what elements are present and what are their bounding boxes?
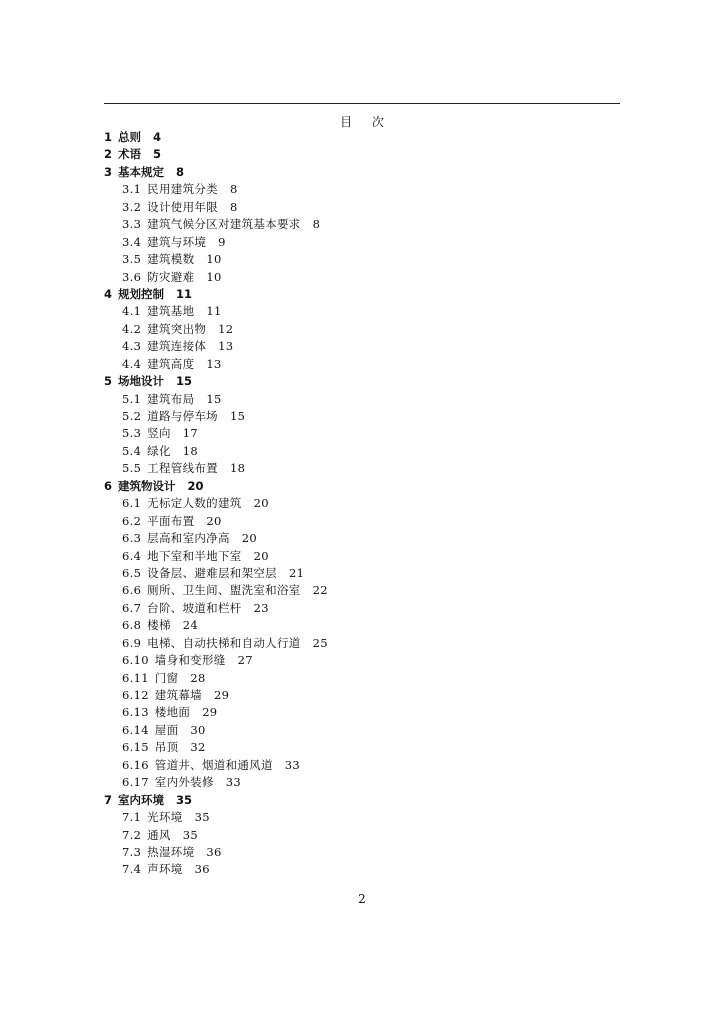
toc-chapter-entry [104, 129, 624, 146]
toc-entry-title: 通风 [147, 827, 171, 842]
toc-section-entry [104, 408, 624, 425]
toc-entry-title: 建筑模数 [147, 252, 195, 267]
toc-entry-number: 6.3 [122, 531, 142, 546]
page-number: 2 [358, 892, 366, 906]
toc-section-entry [104, 600, 624, 617]
toc-section-entry [104, 652, 624, 669]
toc-entry-title: 无标定人数的建筑 [147, 496, 242, 511]
toc-entry-number: 6.4 [122, 548, 142, 563]
toc-entry-page: 24 [182, 618, 199, 633]
toc-entry-number: 3.6 [122, 269, 142, 284]
toc-section-entry [104, 338, 624, 355]
toc-entry-page: 8 [312, 217, 321, 232]
toc-entry-page: 8 [229, 182, 238, 197]
toc-section-entry [104, 303, 624, 320]
toc-section-entry [104, 844, 624, 861]
toc-section-entry [104, 251, 624, 268]
toc-entry-title: 建筑幕墙 [154, 688, 202, 702]
toc-entry-title: 建筑高度 [147, 356, 195, 371]
toc-section-entry [104, 269, 624, 286]
toc-entry-number: 7.3 [122, 844, 142, 859]
toc-section-entry [104, 425, 624, 442]
toc-entry-title: 楼梯 [147, 618, 171, 633]
toc-entry-page: 5 [153, 147, 162, 162]
toc-title: 目 次 [340, 115, 392, 129]
toc-section-entry [104, 565, 624, 582]
toc-entry-page: 36 [194, 862, 210, 877]
toc-entry-page: 12 [218, 321, 234, 336]
toc-entry-title: 室内外装修 [154, 775, 214, 790]
toc-entry-title: 建筑连接体 [147, 339, 207, 354]
toc-entry-page: 15 [176, 374, 193, 389]
toc-entry-page: 20 [241, 531, 258, 546]
toc-entry-number: 2 [104, 147, 113, 162]
toc-entry-number: 6.7 [122, 600, 142, 615]
toc-entry-number: 3.3 [122, 217, 142, 232]
toc-section-entry [104, 617, 624, 634]
toc-entry-page: 35 [194, 810, 210, 825]
toc-entry-title: 层高和室内净高 [147, 531, 230, 546]
toc-entry-number: 4.2 [122, 321, 142, 336]
toc-entry-title: 总则 [118, 130, 142, 144]
toc-entry-title: 吊顶 [154, 740, 179, 755]
toc-entry-number: 6.9 [122, 635, 142, 650]
toc-entry-number: 4 [104, 286, 113, 301]
toc-entry-number: 5.4 [122, 443, 142, 458]
toc-entry-title: 热湿环境 [147, 844, 195, 859]
toc-entry-number: 3 [104, 164, 113, 179]
toc-entry-title: 工程管线布置 [147, 461, 218, 476]
toc-entry-title: 建筑突出物 [147, 321, 207, 336]
toc-entry-page: 33 [284, 757, 301, 772]
toc-section-entry [104, 234, 624, 251]
toc-entry-page: 8 [229, 199, 238, 214]
toc-entry-title: 门窗 [154, 670, 179, 685]
toc-entry-title: 管道井、烟道和通风道 [154, 757, 273, 772]
toc-section-entry [104, 809, 624, 826]
toc-section-entry [104, 582, 624, 599]
toc-entry-page: 20 [253, 496, 269, 511]
toc-entry-page: 4 [153, 130, 162, 144]
toc-entry-number: 6.15 [122, 740, 149, 755]
toc-entry-page: 36 [206, 844, 222, 859]
toc-chapter-entry [104, 146, 624, 163]
toc-entry-number: 6.2 [122, 513, 142, 528]
toc-entry-page: 13 [218, 339, 234, 354]
toc-section-entry [104, 216, 624, 233]
toc-entry-page: 20 [253, 548, 269, 563]
toc-entry-page: 33 [225, 775, 242, 790]
toc-entry-number: 6.10 [122, 653, 149, 668]
toc-section-entry [104, 704, 624, 721]
toc-section-entry [104, 495, 624, 512]
toc-entry-page: 28 [190, 670, 206, 685]
toc-entry-number: 6 [104, 478, 113, 493]
toc-section-entry [104, 861, 624, 878]
toc-entry-page: 18 [182, 443, 199, 458]
toc-section-entry [104, 670, 624, 687]
toc-section-entry [104, 460, 624, 477]
toc-entry-number: 6.5 [122, 565, 142, 580]
toc-entry-number: 5.1 [122, 391, 142, 406]
toc-entry-page: 10 [206, 252, 222, 267]
toc-section-entry [104, 757, 624, 774]
toc-entry-number: 6.14 [122, 722, 149, 737]
toc-section-entry [104, 321, 624, 338]
toc-entry-number: 5.2 [122, 409, 142, 423]
toc-entry-number: 6.6 [122, 583, 142, 598]
toc-entry-number: 5.3 [122, 426, 142, 441]
toc-section-entry [104, 635, 624, 652]
toc-entry-number: 6.13 [122, 705, 149, 720]
toc-entry-page: 11 [176, 286, 193, 301]
toc-section-entry [104, 530, 624, 547]
toc-entry-title: 屋面 [154, 722, 179, 737]
toc-section-entry [104, 722, 624, 739]
toc-entry-number: 6.1 [122, 496, 142, 511]
toc-section-entry [104, 181, 624, 198]
toc-chapter-entry [104, 373, 624, 390]
toc-chapter-entry [104, 792, 624, 809]
toc-chapter-entry [104, 286, 624, 303]
toc-entry-title: 建筑物设计 [118, 478, 176, 493]
toc-section-entry [104, 548, 624, 565]
toc-section-entry [104, 687, 624, 704]
toc-entry-page: 17 [182, 426, 199, 441]
toc-entry-title: 设备层、避难层和架空层 [147, 565, 277, 580]
toc-entry-page: 18 [229, 461, 246, 476]
toc-entry-title: 设计使用年限 [147, 199, 218, 214]
toc-section-entry [104, 443, 624, 460]
toc-chapter-entry [104, 478, 624, 495]
toc-entry-title: 室内环境 [118, 792, 165, 807]
toc-entry-number: 4.1 [122, 304, 142, 319]
toc-entry-number: 6.16 [122, 757, 149, 772]
toc-entry-number: 7.4 [122, 862, 142, 877]
toc-entry-number: 3.4 [122, 234, 142, 249]
toc-entry-number: 5.5 [122, 461, 142, 476]
toc-entry-number: 3.1 [122, 182, 142, 197]
toc-entry-number: 5 [104, 374, 113, 389]
toc-entry-title: 建筑基地 [147, 304, 195, 319]
toc-entry-page: 20 [187, 478, 204, 493]
toc-entry-title: 光环境 [147, 810, 183, 825]
toc-entry-page: 23 [253, 600, 269, 615]
toc-entry-page: 15 [206, 391, 222, 406]
toc-entry-page: 10 [206, 269, 222, 284]
toc-entry-title: 台阶、坡道和栏杆 [147, 600, 242, 615]
toc-entry-page: 29 [202, 705, 218, 720]
toc-entry-number: 7.2 [122, 827, 142, 842]
toc-entry-page: 15 [229, 409, 246, 423]
toc-entry-number: 6.8 [122, 618, 142, 633]
toc-entry-page: 27 [237, 653, 253, 668]
toc-entry-title: 绿化 [147, 443, 171, 458]
toc-entry-title: 术语 [118, 147, 142, 162]
toc-entry-number: 3.5 [122, 252, 142, 267]
toc-entry-title: 建筑与环境 [147, 234, 207, 249]
toc-entry-title: 平面布置 [147, 513, 195, 528]
toc-section-entry [104, 827, 624, 844]
table-of-contents [104, 129, 624, 879]
toc-entry-number: 6.17 [122, 775, 149, 790]
toc-entry-title: 墙身和变形缝 [154, 653, 226, 668]
toc-entry-number: 4.4 [122, 356, 142, 371]
toc-entry-page: 29 [213, 688, 230, 702]
toc-entry-number: 3.2 [122, 199, 142, 214]
toc-entry-number: 7 [104, 792, 113, 807]
toc-entry-title: 民用建筑分类 [147, 182, 218, 197]
toc-entry-page: 35 [176, 792, 193, 807]
toc-entry-title: 竖向 [147, 426, 171, 441]
toc-section-entry [104, 739, 624, 756]
header-rule [104, 103, 620, 104]
toc-section-entry [104, 356, 624, 373]
toc-section-entry [104, 513, 624, 530]
toc-entry-number: 1 [104, 130, 113, 144]
toc-entry-page: 21 [288, 565, 305, 580]
toc-entry-title: 场地设计 [118, 374, 165, 389]
toc-entry-page: 25 [312, 635, 328, 650]
toc-entry-title: 规划控制 [118, 286, 165, 301]
toc-entry-title: 建筑气候分区对建筑基本要求 [147, 217, 301, 232]
toc-entry-page: 32 [190, 740, 206, 755]
toc-entry-title: 基本规定 [118, 164, 165, 179]
toc-entry-page: 9 [218, 234, 226, 249]
toc-entry-title: 电梯、自动扶梯和自动人行道 [147, 635, 301, 650]
toc-entry-page: 22 [312, 583, 328, 598]
toc-entry-page: 8 [176, 164, 185, 179]
toc-entry-title: 建筑布局 [147, 391, 195, 406]
toc-entry-number: 6.11 [122, 670, 149, 685]
toc-entry-page: 30 [190, 722, 206, 737]
toc-entry-title: 防灾避难 [147, 269, 195, 284]
toc-entry-title: 声环境 [147, 862, 183, 877]
toc-entry-number: 6.12 [122, 688, 149, 702]
toc-entry-page: 20 [206, 513, 222, 528]
toc-entry-title: 楼地面 [154, 705, 191, 720]
toc-section-entry [104, 774, 624, 791]
toc-section-entry [104, 391, 624, 408]
toc-entry-number: 4.3 [122, 339, 142, 354]
toc-entry-page: 11 [206, 304, 222, 319]
toc-section-entry [104, 199, 624, 216]
toc-entry-title: 道路与停车场 [147, 409, 218, 423]
toc-entry-page: 35 [182, 827, 199, 842]
toc-entry-page: 13 [206, 356, 222, 371]
toc-entry-title: 地下室和半地下室 [147, 548, 242, 563]
toc-chapter-entry [104, 164, 624, 181]
toc-entry-number: 7.1 [122, 810, 142, 825]
toc-entry-title: 厕所、卫生间、盥洗室和浴室 [147, 583, 301, 598]
